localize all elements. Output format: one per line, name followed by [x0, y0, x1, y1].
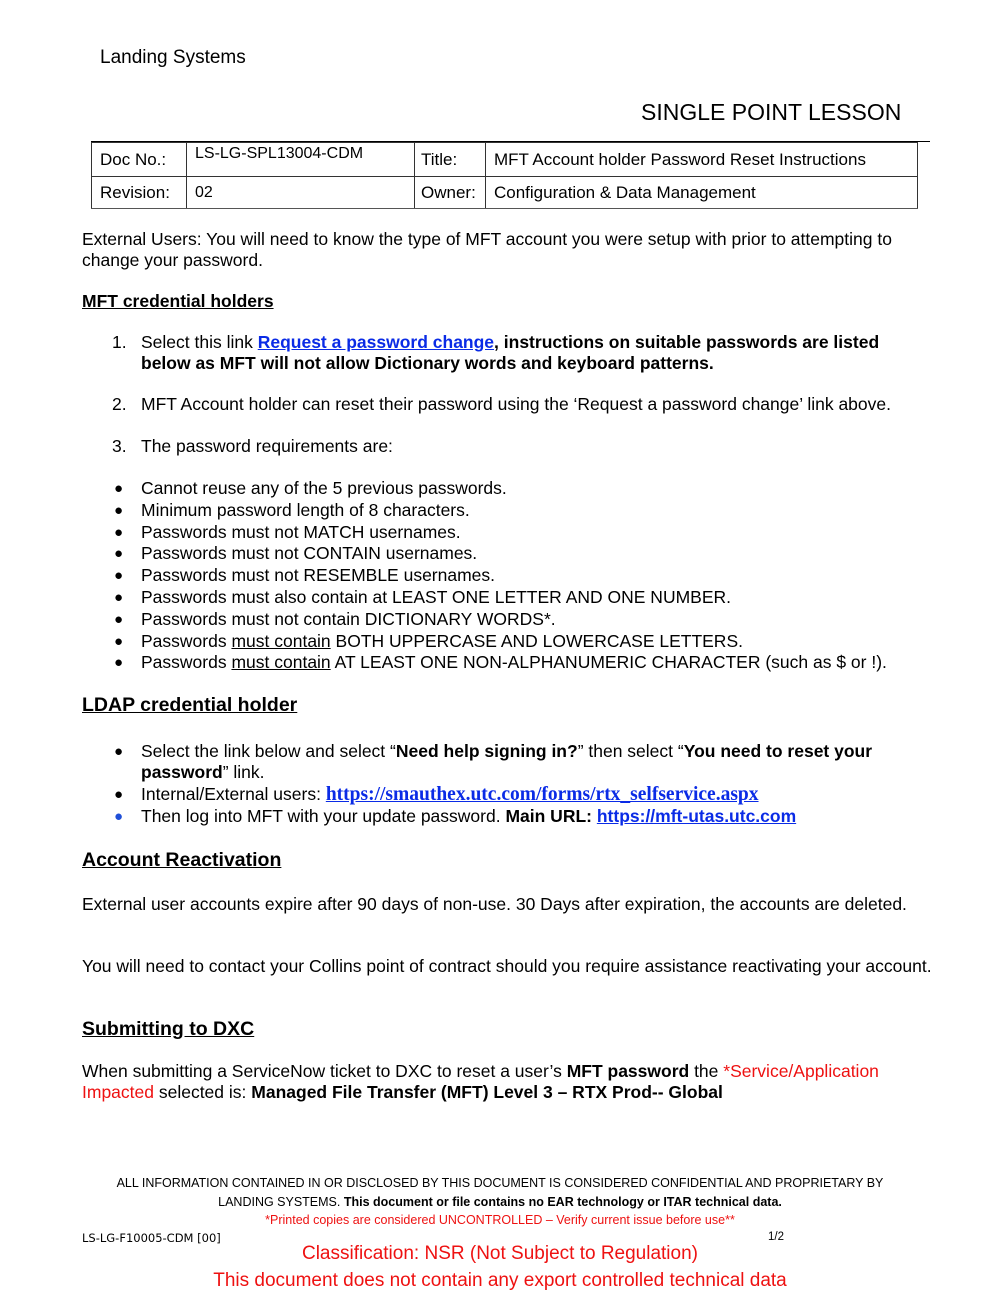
- reactivation-paragraph-1: External user accounts expire after 90 days of non-use. 30 Days after expiration, the accounts are deleted.: [82, 894, 907, 914]
- bullet-icon: ●: [114, 786, 124, 803]
- step-1: [112, 332, 912, 374]
- uncontrolled-copy-notice: *Printed copies are considered UNCONTROLLED – Verify current issue before use**: [265, 1213, 735, 1227]
- footer-legal-notice: ALL INFORMATION CONTAINED IN OR DISCLOSED BY THIS DOCUMENT IS CONSIDERED CONFIDENTIAL AND PROPRIETARY BY LANDING SYSTEMS. This document or file contains no EAR technology or ITAR technical data.: [116, 1176, 884, 1209]
- request-password-change-link[interactable]: Request a password change: [257, 332, 495, 352]
- step-2: [112, 394, 912, 415]
- list-item: ● Passwords must contain AT LEAST ONE NON-ALPHANUMERIC CHARACTER (such as $ or !).: [114, 652, 887, 673]
- title-value: MFT Account holder Password Reset Instructions: [486, 143, 918, 177]
- doc-no-value: LS-LG-SPL13004-CDM: [187, 143, 415, 177]
- ldap-instructions-list: [112, 741, 932, 827]
- bullet-icon: ●: [114, 567, 124, 585]
- export-control-notice: This document does not contain any export controlled technical data: [213, 1270, 787, 1291]
- password-requirements-list: [112, 478, 932, 674]
- list-item: ● Cannot reuse any of the 5 previous passwords.: [114, 478, 507, 498]
- owner-value: Configuration & Data Management: [486, 177, 918, 209]
- heading-ldap-credential-holder: LDAP credential holder: [82, 694, 298, 716]
- page-number: 1/2: [768, 1231, 784, 1243]
- step-instructions-bold: , instructions on suitable passwords are listed below as MFT will not allow Dictionary words and keyboard patterns.: [141, 332, 880, 373]
- meta-row-docno: [92, 143, 918, 177]
- bullet-icon: ●: [114, 654, 124, 672]
- heading-account-reactivation: Account Reactivation: [82, 849, 282, 871]
- doc-no-label: Doc No.:: [92, 143, 187, 177]
- step-text: Select this link: [141, 332, 258, 352]
- heading-mft-credential-holders: MFT credential holders: [82, 291, 274, 311]
- list-item: ● Passwords must contain BOTH UPPERCASE AND LOWERCASE LETTERS.: [114, 630, 743, 651]
- bullet-icon: ●: [114, 480, 124, 497]
- list-item: ● Passwords must not contain DICTIONARY WORDS*.: [114, 608, 556, 629]
- bullet-icon: ●: [114, 588, 124, 606]
- list-item: ● Minimum password length of 8 characters.: [114, 499, 470, 520]
- step-text: The password requirements are:: [141, 436, 393, 456]
- list-item: ● Passwords must not CONTAIN usernames.: [114, 543, 478, 564]
- bullet-icon: ●: [114, 808, 124, 825]
- document-meta-table: [91, 142, 918, 209]
- bullet-icon: ●: [114, 610, 124, 628]
- list-item: ● Passwords must not MATCH usernames.: [114, 521, 461, 542]
- bullet-icon: ●: [114, 523, 124, 541]
- list-item: ● Passwords must not RESEMBLE usernames.: [114, 565, 496, 586]
- revision-value: 02: [187, 177, 415, 209]
- intro-paragraph: External Users: You will need to know the type of MFT account you were setup with prior to attempting to change your password.: [82, 229, 892, 270]
- form-number: LS-LG-F10005-CDM [00]: [82, 1231, 221, 1245]
- company-name: Landing Systems: [100, 47, 246, 68]
- reactivation-paragraph-2: You will need to contact your Collins point of contract should you require assistance reactivating your account.: [82, 956, 932, 976]
- owner-label: Owner:: [415, 177, 486, 209]
- bullet-icon: ●: [114, 501, 124, 519]
- list-item: ● Passwords must also contain at LEAST ONE LETTER AND ONE NUMBER.: [114, 586, 732, 607]
- dxc-paragraph: When submitting a ServiceNow ticket to DXC to reset a user’s MFT password the *Service/Application Impacted selected is: Managed File Transfer (MFT) Level 3 – RTX Prod-- Global: [82, 1061, 879, 1102]
- service-impacted-field-name: *Service/Application Impacted: [82, 1061, 879, 1102]
- mft-main-url-link[interactable]: https://mft-utas.utc.com: [596, 806, 797, 826]
- title-label: Title:: [415, 143, 486, 177]
- classification-notice: Classification: NSR (Not Subject to Regulation): [301, 1243, 698, 1264]
- list-item: ● Internal/External users: https://smauthex.utc.com/forms/rtx_selfservice.aspx: [114, 784, 759, 805]
- bullet-icon: ●: [114, 632, 124, 650]
- service-value: Managed File Transfer (MFT) Level 3 – RTX Prod-- Global: [251, 1082, 723, 1102]
- step-number: 2.: [112, 394, 127, 414]
- self-service-link[interactable]: https://smauthex.utc.com/forms/rtx_selfservice.aspx: [325, 784, 759, 805]
- heading-submitting-to-dxc: Submitting to DXC: [82, 1018, 255, 1040]
- meta-row-revision: [92, 177, 918, 209]
- list-item: ● Select the link below and select “Need help signing in?” then select “You need to reset your password” link.: [114, 741, 873, 782]
- step-number: 1.: [112, 332, 127, 352]
- bullet-icon: ●: [114, 743, 124, 760]
- list-item: ● Then log into MFT with your update password. Main URL: https://mft-utas.utc.com: [114, 806, 797, 826]
- bullet-icon: ●: [114, 545, 124, 563]
- revision-label: Revision:: [92, 177, 187, 209]
- step-3: [112, 436, 912, 457]
- step-text: MFT Account holder can reset their password using the ‘Request a password change’ link above.: [141, 394, 891, 414]
- document-type-title: SINGLE POINT LESSON: [641, 99, 902, 125]
- step-number: 3.: [112, 436, 127, 456]
